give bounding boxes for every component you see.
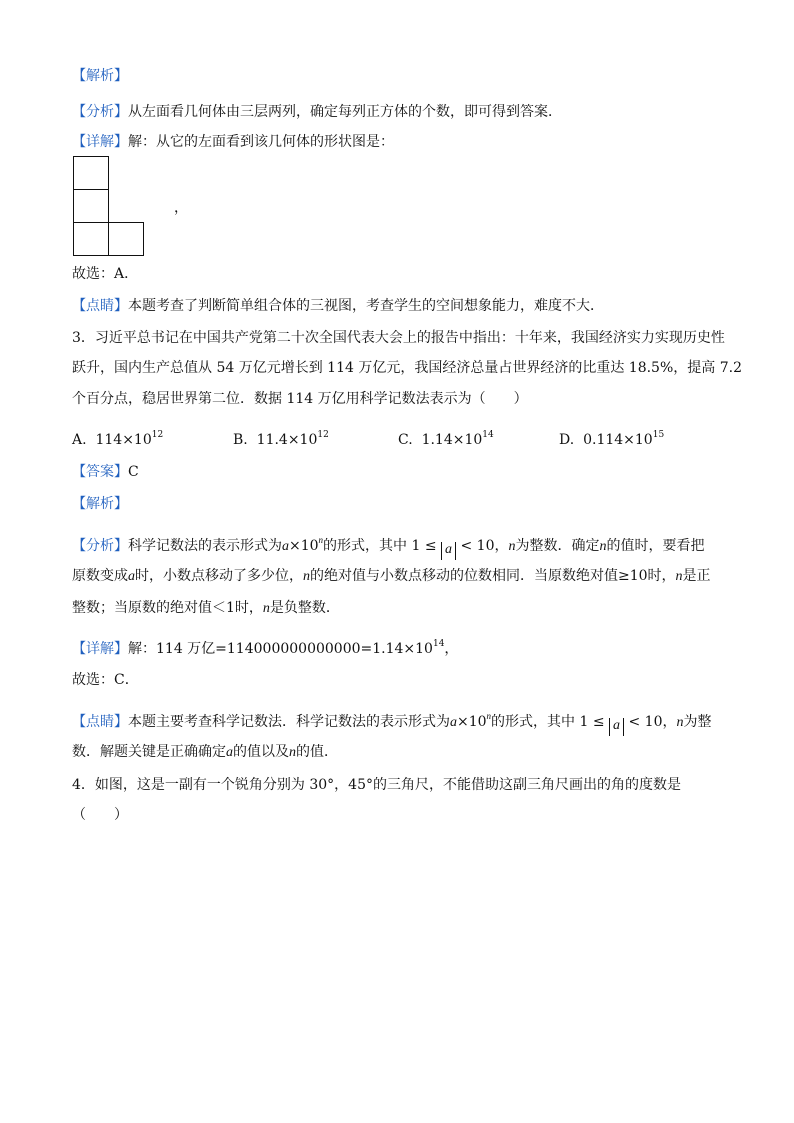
q3-option-d: [559, 425, 664, 450]
text: 的值．: [296, 744, 338, 760]
text: 是负整数．: [269, 600, 340, 616]
q4-stem-line2: （ ）: [72, 807, 128, 823]
text: 1 ≤: [411, 538, 437, 554]
q3-analysis-line2: [72, 566, 711, 587]
text: 的形式，其中: [323, 538, 408, 554]
text: ，: [444, 641, 459, 657]
text: 本题主要考查科学记数法．科学记数法的表示形式为: [128, 714, 450, 730]
q3-choose: 故选：C．: [72, 672, 139, 688]
q3-option-b: [233, 425, 329, 450]
answer-value: C: [128, 464, 139, 480]
answer-line: 故选：A．: [72, 266, 139, 282]
text: 的绝对值与小数点移动的位数相同．当原数绝对值≥10时，: [310, 568, 676, 584]
abs-a: a: [609, 718, 624, 736]
option-exponent: 12: [317, 430, 329, 440]
symbol-a: a: [128, 569, 135, 584]
q3-analysis-heading: 【解析】: [72, 496, 128, 512]
option-exponent: 15: [652, 430, 665, 440]
text: 的值以及: [233, 744, 289, 760]
symbol-n: n: [675, 569, 683, 584]
q3-option-c: [398, 425, 494, 450]
option-label: A.: [72, 432, 87, 448]
q3-stem-line3: 个百分点，稳居世界第二位．数据 114 万亿用科学记数法表示为（ ）: [72, 391, 528, 407]
text: 是正: [682, 568, 711, 584]
exponent: 14: [432, 639, 445, 649]
analysis-tag: 【分析】: [72, 104, 128, 120]
detail-paragraph: [72, 132, 394, 152]
symbol-n: n: [289, 745, 296, 760]
symbol-a: a: [450, 715, 457, 730]
symbol-n: n: [303, 569, 310, 584]
option-label: D.: [559, 432, 575, 448]
figure-cell-top: [73, 156, 109, 190]
text: ，: [494, 538, 509, 554]
q3-answer: [72, 462, 139, 482]
text: 1 ≤: [579, 714, 605, 730]
text: 为整数．确定: [515, 538, 600, 554]
symbol-n: n: [676, 715, 684, 730]
comment-tag: 【点睛】: [72, 298, 128, 314]
text: 原数变成: [72, 568, 128, 584]
text: 数．解题关键是正确确定: [72, 744, 226, 760]
text: 为整: [683, 714, 712, 730]
text: ×10: [457, 714, 487, 730]
symbol-n: n: [318, 535, 324, 545]
q3-analysis-line1: [72, 530, 705, 560]
text: < 10: [460, 538, 495, 554]
figure-cell-bottom-right: [108, 222, 144, 256]
text: ×10: [289, 538, 319, 554]
abs-a: a: [441, 542, 456, 560]
comment-tag: 【点睛】: [72, 714, 128, 730]
analysis-paragraph: [72, 102, 562, 122]
figure-cell-bottom-left: [73, 222, 109, 256]
detail-tag: 【详解】: [72, 134, 128, 150]
analysis-heading: 【解析】: [72, 68, 128, 84]
q3-stem-line2: 跃升，国内生产总值从 54 万亿元增长到 114 万亿元，我国经济总量占世界经济的比重达 18.5%，提高 7.2: [72, 360, 742, 376]
answer-tag: 【答案】: [72, 464, 128, 480]
text: 解：114 万亿=114000000000000=1.14×10: [128, 641, 433, 657]
option-value: 114×10: [95, 432, 152, 448]
q3-detail: [72, 634, 458, 659]
q3-comment-line1: [72, 706, 712, 736]
text: ，: [662, 714, 677, 730]
option-exponent: 14: [482, 430, 494, 440]
symbol-a: a: [226, 745, 233, 760]
comment-text: 本题考查了判断简单组合体的三视图，考查学生的空间想象能力，难度不大．: [128, 298, 604, 314]
option-value: 1.14×10: [421, 432, 483, 448]
symbol-n: n: [508, 539, 516, 554]
q3-stem-line1: 3．习近平总书记在中国共产党第二十次全国代表大会上的报告中指出：十年来，我国经济实力实现历史性: [72, 330, 725, 346]
analysis-tag: 【分析】: [72, 538, 128, 554]
q3-comment-line2: [72, 742, 338, 763]
text: 科学记数法的表示形式为: [128, 538, 282, 554]
option-value: 11.4×10: [256, 432, 318, 448]
symbol-n: n: [486, 711, 492, 721]
comment-paragraph: [72, 296, 604, 316]
text: 的形式，其中: [491, 714, 576, 730]
figure-cell-middle: [73, 189, 109, 223]
text: 的值时，要看把: [606, 538, 705, 554]
q3-option-a: [72, 425, 163, 450]
text: < 10: [628, 714, 663, 730]
symbol-a: a: [282, 539, 289, 554]
option-exponent: 12: [151, 430, 164, 440]
text: 时，小数点移动了多少位，: [135, 568, 303, 584]
option-label: B.: [233, 432, 248, 448]
detail-tag: 【详解】: [72, 641, 128, 657]
q3-analysis-line3: [72, 598, 340, 619]
option-value: 0.114×10: [583, 432, 653, 448]
symbol-n: n: [262, 601, 270, 616]
q4-stem-line1: 4．如图，这是一副有一个锐角分别为 30°，45°的三角尺，不能借助这副三角尺画出的角的度数是: [72, 777, 681, 793]
figure-comma: ，: [174, 200, 188, 216]
text: 整数；当原数的绝对值＜1时，: [72, 600, 263, 616]
symbol-n: n: [599, 539, 607, 554]
analysis-text: 从左面看几何体由三层两列，确定每列正方体的个数，即可得到答案．: [128, 104, 562, 120]
detail-text: 解：从它的左面看到该几何体的形状图是：: [128, 134, 394, 150]
option-label: C.: [398, 432, 413, 448]
